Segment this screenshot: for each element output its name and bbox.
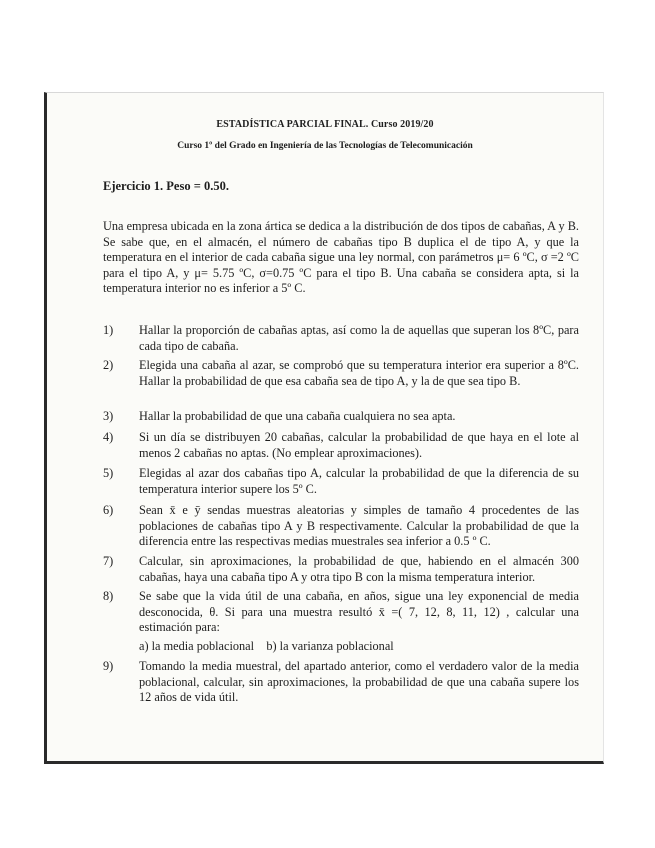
question-text: Se sabe que la vida útil de una cabaña, en años, sigue una ley exponencial de media desconocida, θ. Si para una muestra resultó x̄ =( 7, 12, 8, 11, 12) , calcular una estimación para: (139, 589, 579, 635)
exam-sheet (44, 92, 604, 764)
question-text: Sean x̄ e ȳ sendas muestras aleatorias y simples de tamaño 4 procedentes de las poblaciones de cabañas tipo A y B respectivamente. Calcular la probabilidad de que la diferencia entre las respectivas medias muestrales sea inferior a 0.5 º C. (139, 503, 579, 549)
question-number: 5) (103, 466, 114, 480)
question-text: Si un día se distribuyen 20 cabañas, calcular la probabilidad de que haya en el lote al menos 2 cabañas no aptas. (No emplear aproximaciones). (139, 430, 579, 460)
question-number: 8) (103, 589, 114, 603)
exam-title: ESTADÍSTICA PARCIAL FINAL. Curso 2019/20 (216, 119, 434, 130)
exercise-heading: Ejercicio 1. Peso = 0.50. (103, 179, 229, 193)
question-number: 9) (103, 659, 114, 673)
question-text: Elegidas al azar dos cabañas tipo A, calcular la probabilidad de que la diferencia de su temperatura interior supere los 5º C. (139, 466, 579, 496)
question-text: Tomando la media muestral, del apartado anterior, como el verdadero valor de la media poblacional, calcular, sin aproximaciones, la probabilidad de que una cabaña supere los 12 años de vida útil. (139, 659, 579, 705)
question-number: 6) (103, 503, 114, 517)
question-number: 2) (103, 358, 114, 372)
question-text: Hallar la probabilidad de que una cabaña cualquiera no sea apta. (139, 409, 456, 423)
question-text: Calcular, sin aproximaciones, la probabilidad de que, habiendo en el almacén 300 cabañas, haya una cabaña tipo A y otra tipo B con la misma temperatura interior. (139, 554, 579, 584)
question-text: Hallar la proporción de cabañas aptas, así como la de aquellas que superan los 8ºC, para cada tipo de cabaña. (139, 323, 579, 353)
question-subparts: a) la media poblacional b) la varianza poblacional (139, 639, 394, 653)
question-text: Elegida una cabaña al azar, se comprobó que su temperatura interior era superior a 8ºC. Hallar la probabilidad de que esa cabaña sea de tipo A, y la de que sea tipo B. (139, 358, 579, 388)
question-number: 7) (103, 554, 114, 568)
question-number: 1) (103, 323, 114, 337)
question-number: 3) (103, 409, 114, 423)
question-number: 4) (103, 430, 114, 444)
course-subtitle: Curso 1º del Grado en Ingeniería de las Tecnologías de Telecomunicación (177, 141, 473, 151)
exercise-intro: Una empresa ubicada en la zona ártica se dedica a la distribución de dos tipos de cabañas, A y B. Se sabe que, en el almacén, el número de cabañas tipo B duplica el de tipo A, y que la temperatura en el interior de cada cabaña sigue una ley normal, con parámetros μ= 6 ºC, σ =2 ºC para el tipo A, y μ= 5.75 ºC, σ=0.75 ºC para el tipo B. Una cabaña se considera apta, si la temperatura interior no es inferior a 5º C. (103, 219, 579, 296)
